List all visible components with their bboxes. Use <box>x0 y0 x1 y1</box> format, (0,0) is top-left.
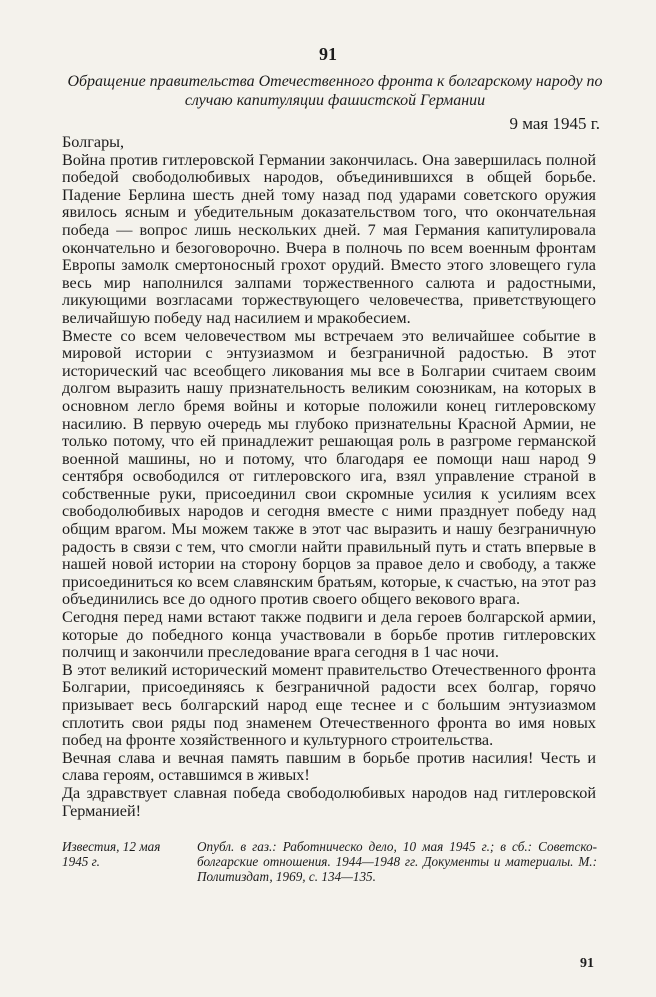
document-body <box>62 134 596 820</box>
document-title: Обращение правительства Отечественного фронта к болгарскому народу по случаю капитуляции фашистской Германии <box>67 73 603 109</box>
source-newspaper: Известия, 12 мая 1945 г. <box>62 839 161 869</box>
paragraph: Да здравствует славная победа свободолюбивых народов над гитлеровской Германией! <box>62 783 596 820</box>
salutation: Болгары, <box>62 133 125 151</box>
page-number: 91 <box>580 956 594 971</box>
paragraph: Вместе со всем человечеством мы встречаем это величайшее событие в мировой истории с энтузиазмом и безграничной радостью. В этот исторический час всеобщего ликования мы все в Болгарии считаем своим долгом выразить нашу признательность великим союзникам, на которых в основном легло бремя войны и которые положили конец гитлеровскому насилию. В первую очередь мы глубоко признательны Красной Армии, не только потому, что ей принадлежит решающая роль в разгроме германской военной машины, но и потому, что благодаря ее помощи наш народ 9 сентября освободился от гитлеровского ига, взял управление страной в собственные руки, присоединил свои скромные усилия к усилиям всех свободолюбивых народов и сегодня вместе с ними празднует победу над общим врагом. Мы можем также в этот час выразить и нашу безграничную радость в связи с тем, что смогли найти правильный путь и стать впервые в нашей новой истории на сторону борцов за правое дело и свободу, а также присоединиться ко всем славянским братьям, которые, к счастью, на этот раз объединились все до одного против своего общего векового врага. <box>62 326 596 609</box>
paragraph: Война против гитлеровской Германии закончилась. Она завершилась полной победой свободолюбивых народов, объединившихся в общей борьбе. Падение Берлина шесть дней тому назад под ударами советского оружия явилось ясным и убедительным доказательством того, что окончательная победа — вопрос лишь нескольких дней. 7 мая Германия капитулировала окончательно и безоговорочно. Вчера в полночь по всем военным фронтам Европы замолк смертоносный грохот орудий. Вместо этого зловещего гула весь мир наполнился залпами торжественного салюта и радостными, ликующими возгласами торжествующего человечества, приветствующего величайшую победу над насилием и мракобесием. <box>62 150 596 327</box>
publication-reference: Опубл. в газ.: Работническо дело, 10 мая 1945 г.; в сб.: Советско-болгарские отношения. 1944—1948 гг. Документы и материалы. М.: Политиздат, 1969, с. 134—135. <box>197 839 597 884</box>
paragraph: Сегодня перед нами встают также подвиги и дела героев болгарской армии, которые до победного конца участвовали в борьбе против гитлеровских полчищ и закончили преследование врага сегодня в 1 час ночи. <box>62 608 596 662</box>
paragraph: В этот великий исторический момент правительство Отечественного фронта Болгарии, присоединяясь к безграничной радости всех болгар, горячо призывает весь болгарский народ еще теснее и с большим энтузиазмом сплотить свои ряды под знаменем Отечественного фронта во имя новых побед на фронте хозяйственного и культурного строительства. <box>62 660 596 750</box>
document-date: 9 мая 1945 г. <box>509 114 600 133</box>
document-number: 91 <box>319 44 337 64</box>
paragraph: Вечная слава и вечная память павшим в борьбе против насилия! Честь и слава героям, оставшимся в живых! <box>62 748 596 785</box>
